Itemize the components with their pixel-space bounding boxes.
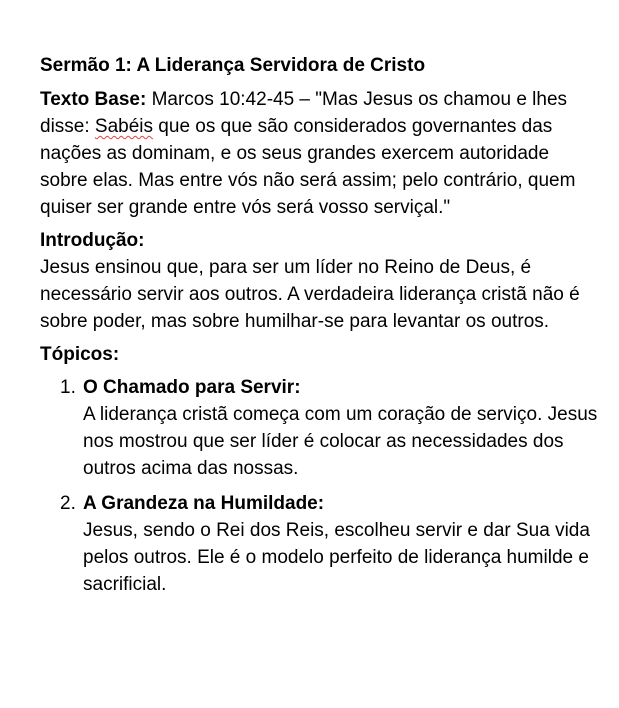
introduction-text: Jesus ensinou que, para ser um líder no Reino de Deus, é necessário servir aos outros. A verdadeira liderança cristã não é sobre poder, mas sobre humilhar-se para levantar os outros. (40, 257, 580, 332)
spellcheck-flagged-word[interactable]: Sabéis (94, 116, 154, 137)
topic-item (40, 374, 600, 482)
base-text-rest: que os que são considerados governantes das nações as dominam, e os seus grandes exercem autoridade sobre elas. Mas entre vós não será assim; pelo contrário, quem quiser ser grande entre vós será vosso serviçal." (40, 116, 576, 218)
sermon-title: Sermão 1: A Liderança Servidora de Cristo (40, 55, 426, 76)
topics-list (40, 374, 600, 598)
topic-text: A liderança cristã começa com um coração de serviço. Jesus nos mostrou que ser líder é colocar as necessidades dos outros acima das nossas. (83, 404, 598, 479)
introduction-section (40, 227, 600, 335)
document-page (40, 53, 600, 606)
base-text-label: Texto Base: (40, 89, 147, 110)
base-text-paragraph (40, 86, 600, 221)
topic-title: O Chamado para Servir: (83, 377, 301, 398)
topic-number: 2. (60, 493, 76, 514)
base-text-intro: Marcos 10:42-45 – "Mas Jesus os chamou e lhes disse: (40, 89, 568, 137)
topic-item (40, 490, 600, 598)
topic-text: Jesus, sendo o Rei dos Reis, escolheu servir e dar Sua vida pelos outros. Ele é o modelo perfeito de liderança humilde e sacrificial. (83, 520, 590, 595)
topic-number: 1. (60, 377, 76, 398)
topic-title: A Grandeza na Humildade: (83, 493, 325, 514)
introduction-label: Introdução: (40, 230, 145, 251)
topics-heading: Tópicos: (40, 344, 120, 365)
